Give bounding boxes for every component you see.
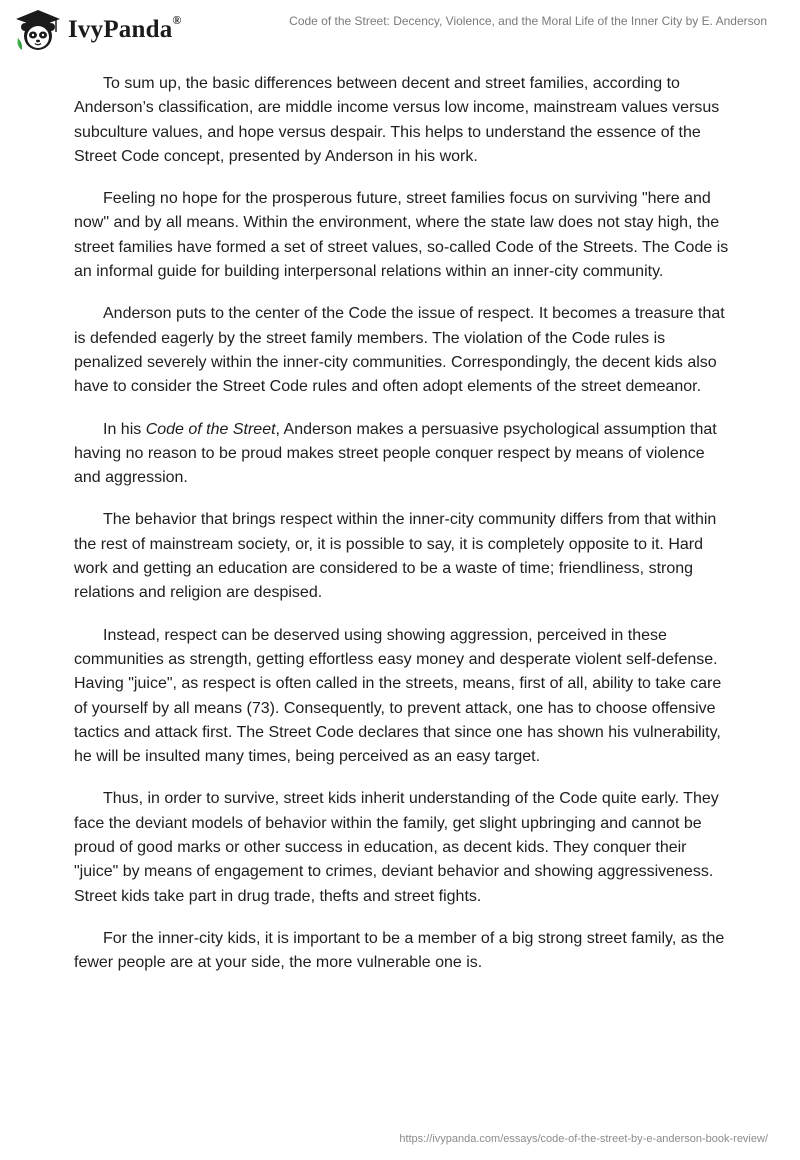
panda-graduate-icon: [14, 8, 62, 52]
document-title: Code of the Street: Decency, Violence, and the Moral Life of the Inner City by E. Anderson: [289, 14, 767, 28]
paragraph-1: To sum up, the basic differences between decent and street families, according to Anderson’s classification, are middle income versus low income, mainstream values versus subculture values, and hope versus despair. This helps to understand the essence of the Street Code concept, presented by Anderson in his work.: [74, 75, 720, 165]
book-title-italic: Code of the Street: [145, 420, 276, 438]
paragraph-4: [74, 418, 734, 491]
brand-name: IvyPanda®: [68, 12, 182, 43]
paragraph-4-rest: , Anderson makes a persuasive psychological assumption that having no reason to be proud makes street people conquer respect by means of violence and aggression.: [74, 420, 717, 487]
paragraph-7: Thus, in order to survive, street kids inherit understanding of the Code quite early. They face the deviant models of behavior within the family, get slight upbringing and cannot be proud of good marks or other success in education, as decent kids. They conquer their "juice" by means of engagement to crimes, deviant behavior and showing aggressiveness. Street kids take part in drug trade, thefts and street fights.: [74, 790, 719, 905]
paragraph-4-lead: In his: [103, 420, 146, 438]
paragraph-6: Instead, respect can be deserved using showing aggression, perceived in these communities as strength, getting effortless easy money and desperate violent self-defense. Having "juice", as respect is often called in the streets, means, first of all, ability to take care of yourself by all means (73). Consequently, to prevent attack, one has to choose offensive tactics and attack first. The Street Code declares that since one has shown his vulnerability, he will be insulted many times, being perceived as an easy target.: [74, 626, 722, 766]
ivypanda-logo[interactable]: [14, 8, 182, 52]
essay-body: [74, 72, 734, 994]
paragraph-8: For the inner-city kids, it is important to be a member of a big strong street family, as the fewer people are at your side, the more vulnerable one is.: [74, 929, 725, 972]
registered-mark: ®: [172, 12, 182, 27]
page-header: [0, 0, 800, 60]
paragraph-2: Feeling no hope for the prosperous future, street families focus on surviving "here and now" and by all means. Within the environment, where the state law does not stay high, the street families have formed a set of street values, so-called Code of the Streets. The Code is an informal guide for building interpersonal relations within an inner-city community.: [74, 190, 729, 281]
paragraph-3: Anderson puts to the center of the Code the issue of respect. It becomes a treasure that is defended eagerly by the street family members. The violation of the Code rules is penalized severely within the inner-city communities. Correspondingly, the decent kids also have to consider the Street Code rules and often adopt elements of the street demeanor.: [74, 305, 725, 396]
source-url[interactable]: https://ivypanda.com/essays/code-of-the-street-by-e-anderson-book-review/: [399, 1133, 768, 1145]
paragraph-5: The behavior that brings respect within the inner-city community differs from that within the rest of mainstream society, or, it is possible to say, it is completely opposite to it. Hard work and getting an education are considered to be a waste of time; friendliness, strong relations and religion are despised.: [74, 511, 717, 602]
